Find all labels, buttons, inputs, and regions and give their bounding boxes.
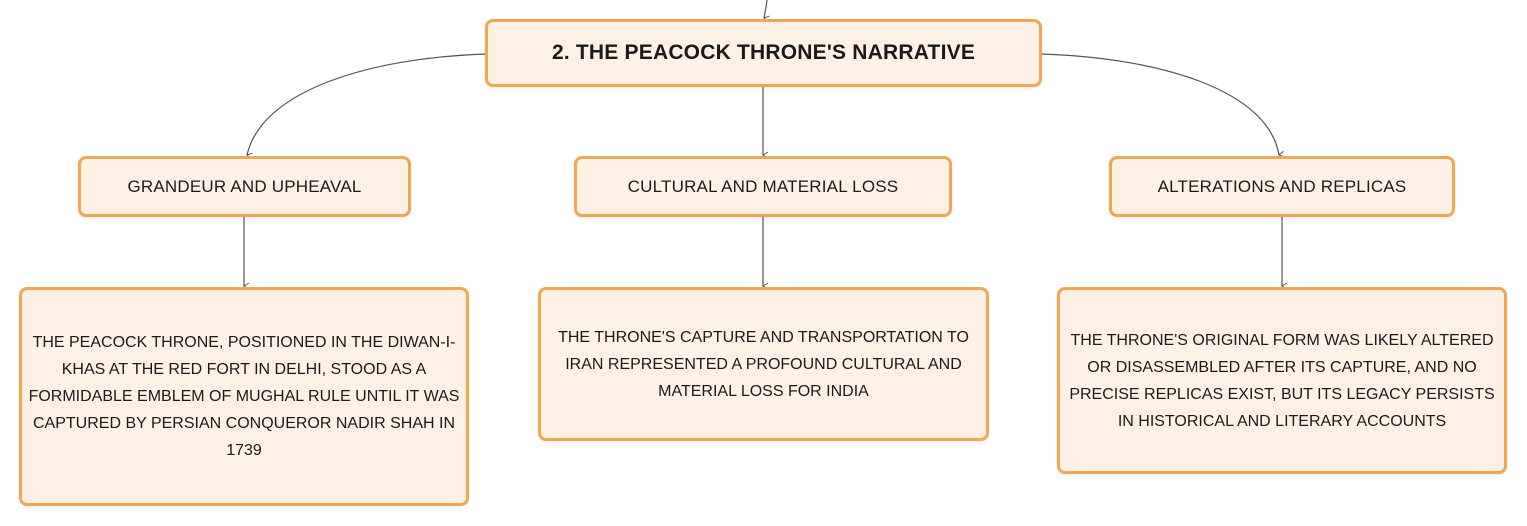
detail-node-text: THE PEACOCK THRONE, POSITIONED IN THE DIWAN-I-KHAS AT THE RED FORT IN DELHI, STOOD AS A FORMIDABLE EMBLEM OF MUGHAL RULE UNTIL IT WAS CAPTURED BY PERSIAN CONQUEROR NADIR SHAH IN 1739 <box>28 334 460 459</box>
topic-node-label: CULTURAL AND MATERIAL LOSS <box>627 176 899 196</box>
topic-node-cultural-and-material-loss[interactable] <box>574 156 952 217</box>
detail-node-grandeur-and-upheaval[interactable] <box>19 287 469 506</box>
detail-node-cultural-and-material-loss[interactable] <box>538 287 989 441</box>
topic-node-label: GRANDEUR AND UPHEAVAL <box>127 176 362 196</box>
detail-node-text: THE THRONE'S ORIGINAL FORM WAS LIKELY ALTERED OR DISASSEMBLED AFTER ITS CAPTURE, AND NO PRECISE REPLICAS EXIST, BUT ITS LEGACY PERSISTS IN HISTORICAL AND LITERARY ACCOUNTS <box>1069 331 1495 430</box>
detail-node-alterations-and-replicas[interactable] <box>1057 287 1507 474</box>
root-node[interactable] <box>485 19 1042 87</box>
topic-node-alterations-and-replicas[interactable] <box>1109 156 1455 217</box>
connector-root-to-topic-3 <box>1042 54 1279 155</box>
detail-node-text: THE THRONE'S CAPTURE AND TRANSPORTATION TO IRAN REPRESENTED A PROFOUND CULTURAL AND MATERIAL LOSS FOR INDIA <box>558 328 969 400</box>
incoming-connector <box>764 0 767 18</box>
topic-node-label: ALTERATIONS AND REPLICAS <box>1157 176 1407 196</box>
topic-node-grandeur-and-upheaval[interactable] <box>78 156 411 217</box>
root-node-label: 2. THE PEACOCK THRONE'S NARRATIVE <box>551 41 976 64</box>
connector-root-to-topic-1 <box>247 54 485 155</box>
